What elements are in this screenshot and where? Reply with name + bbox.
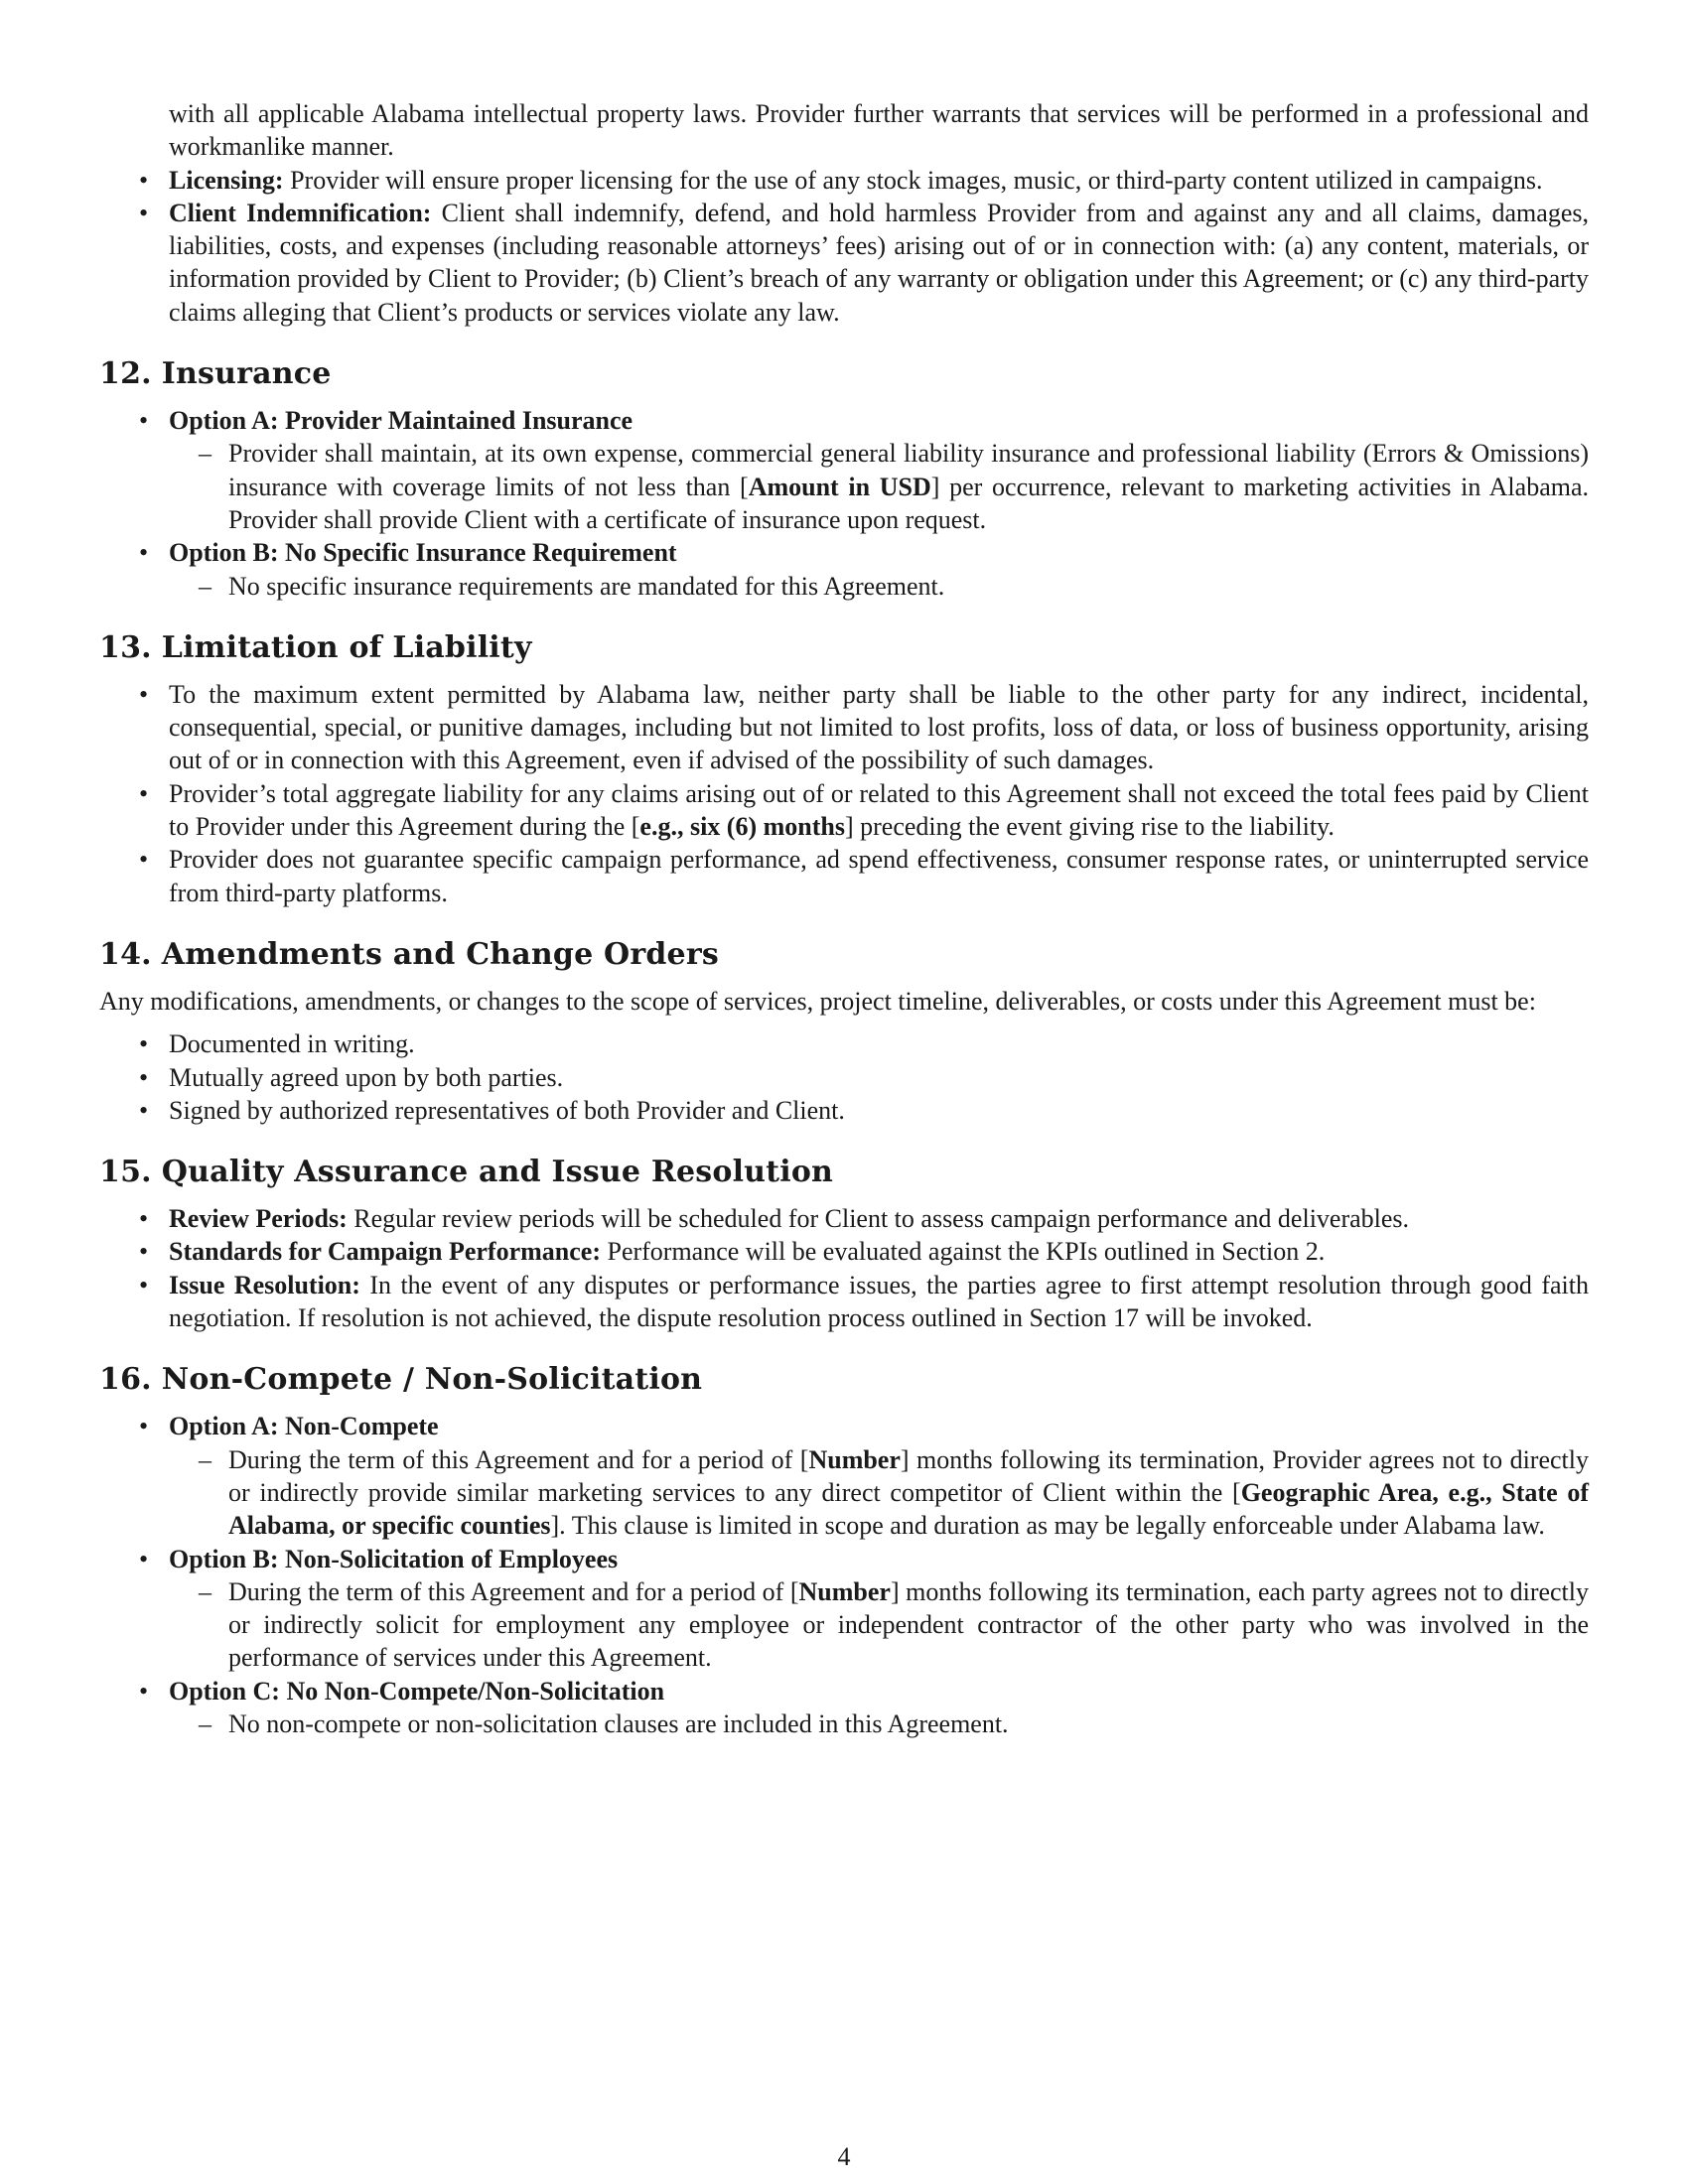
list-item-issue-resolution xyxy=(99,1269,1589,1335)
section-15-list xyxy=(99,1202,1589,1334)
item-label: Standards for Campaign Performance: xyxy=(169,1237,601,1267)
list-item-review-periods xyxy=(99,1202,1589,1235)
placeholder-field: Number xyxy=(798,1576,891,1606)
section-number: 13. xyxy=(99,629,152,665)
section-16-heading xyxy=(99,1360,1589,1400)
sub-item: – No non-compete or non-solicitation clauses are included in this Agreement. xyxy=(169,1707,1589,1740)
list-item xyxy=(99,777,1589,844)
section-12-heading xyxy=(99,354,1589,394)
list-item-option-c xyxy=(99,1675,1589,1741)
section-15-heading xyxy=(99,1153,1589,1192)
list-item-option-b xyxy=(99,1543,1589,1675)
item-label: Issue Resolution: xyxy=(169,1270,360,1299)
item-label: Review Periods: xyxy=(169,1204,348,1234)
text-run: ] months following its termination, Provider agrees not to directly or indirectly provide similar marketing services to any direct competitor of Client within the [ xyxy=(228,1444,1589,1507)
section-number: 15. xyxy=(99,1155,152,1190)
sub-item: – No specific insurance requirements are mandated for this Agreement. xyxy=(169,570,1589,603)
section-title: Non-Compete / Non-Solicitation xyxy=(161,1362,703,1398)
list-item-licensing xyxy=(99,164,1589,197)
list-item-standards xyxy=(99,1235,1589,1268)
page-number: 4 xyxy=(837,2142,851,2171)
list-item-option-b xyxy=(99,536,1589,603)
section-14-heading xyxy=(99,935,1589,975)
section-number: 12. xyxy=(99,356,152,392)
sub-list xyxy=(169,1707,1589,1740)
section-number: 16. xyxy=(99,1362,152,1398)
option-label: Option C: No Non-Compete/Non-Solicitation xyxy=(169,1676,665,1706)
sub-list xyxy=(169,570,1589,603)
text-run: ]. This clause is limited in scope and duration as may be legally enforceable under Alabama law. xyxy=(550,1511,1545,1541)
list-item: • Mutually agreed upon by both parties. xyxy=(99,1061,1589,1094)
item-label: Licensing: xyxy=(169,165,284,195)
option-label: Option B: No Specific Insurance Requirement xyxy=(169,538,677,568)
list-item-option-a xyxy=(99,404,1589,536)
text-run: During the term of this Agreement and for a period of [ xyxy=(228,1576,799,1606)
option-label: Option A: Non-Compete xyxy=(169,1412,439,1441)
sub-list xyxy=(169,437,1589,536)
sub-list xyxy=(169,1443,1589,1543)
section-14-intro: Any modifications, amendments, or changes to the scope of services, project timeline, deliverables, or costs under this Agreement must be: xyxy=(99,986,1536,1016)
prev-section-list xyxy=(99,164,1589,329)
list-item-client-indemnification xyxy=(99,197,1589,329)
item-text: In the event of any disputes or performance issues, the parties agree to first attempt resolution through good faith negotiation. If resolution is not achieved, the dispute resolution process outlined in Section 17 will be invoked. xyxy=(169,1270,1589,1333)
text-run: Provider’s total aggregate liability for any claims arising out of or related to this Agreement shall not exceed the total fees paid by Client to Provider under this Agreement during the [ xyxy=(169,778,1589,842)
list-item: • Provider does not guarantee specific campaign performance, ad spend effectiveness, consumer response rates, or uninterrupted service from third-party platforms. xyxy=(99,843,1589,909)
item-text: Client shall indemnify, defend, and hold harmless Provider from and against any and all claims, damages, liabilities, costs, and expenses (including reasonable attorneys’ fees) arising out of or in connection with: (a) any content, materials, or information provided by Client to Provider; (b) Client’s breach of any warranty or obligation under this Agreement; or (c) any third-party claims alleging that Client’s products or services violate any law. xyxy=(169,198,1589,327)
list-item: • Signed by authorized representatives of both Provider and Client. xyxy=(99,1094,1589,1127)
sub-list xyxy=(169,1575,1589,1675)
placeholder-field: Amount in USD xyxy=(748,472,931,501)
sub-item xyxy=(169,1443,1589,1543)
section-number: 14. xyxy=(99,936,152,972)
section-title: Limitation of Liability xyxy=(161,629,532,665)
placeholder-field: Number xyxy=(808,1444,901,1474)
list-item-option-a xyxy=(99,1410,1589,1542)
section-16-list xyxy=(99,1410,1589,1740)
option-label: Option B: Non-Solicitation of Employees xyxy=(169,1544,619,1573)
section-14-list xyxy=(99,1027,1589,1127)
section-12-list xyxy=(99,404,1589,603)
section-title: Insurance xyxy=(161,356,332,392)
text-run: ] preceding the event giving rise to the liability. xyxy=(844,812,1335,842)
section-13-heading xyxy=(99,628,1589,668)
text-run: ] per occurrence, relevant to marketing activities in Alabama. Provider shall provide Client with a certificate of insurance upon request. xyxy=(228,472,1590,534)
text-run: Provider shall maintain, at its own expense, commercial general liability insurance and professional liability (Errors & Omissions) insurance with coverage limits of not less than [ xyxy=(228,439,1589,501)
warranty-continuation: with all applicable Alabama intellectual property laws. Provider further warrants that services will be performed in a professional and workmanlike manner. xyxy=(169,99,1589,162)
option-label: Option A: Provider Maintained Insurance xyxy=(169,406,633,436)
section-title: Quality Assurance and Issue Resolution xyxy=(161,1155,834,1190)
list-item: • Documented in writing. xyxy=(99,1027,1589,1060)
text-run: During the term of this Agreement and for a period of [ xyxy=(228,1444,809,1474)
sub-item xyxy=(169,437,1589,536)
list-item: • To the maximum extent permitted by Alabama law, neither party shall be liable to the other party for any indirect, incidental, consequential, special, or punitive damages, including but not limited to lost profits, loss of data, or loss of business opportunity, arising out of or in connection with this Agreement, even if advised of the possibility of such damages. xyxy=(99,678,1589,777)
section-title: Amendments and Change Orders xyxy=(161,936,719,972)
placeholder-field: e.g., six (6) months xyxy=(639,812,845,842)
sub-item xyxy=(169,1575,1589,1675)
item-text: Regular review periods will be scheduled for Client to assess campaign performance and deliverables. xyxy=(347,1204,1410,1234)
text-run: ] months following its termination, each party agrees not to directly or indirectly solicit for employment any employee or independent contractor of the other party who was involved in the performance of services under this Agreement. xyxy=(228,1576,1589,1673)
item-label: Client Indemnification: xyxy=(169,198,432,227)
placeholder-field: Geographic Area, e.g., State of Alabama, or specific counties xyxy=(228,1477,1589,1541)
item-text: Performance will be evaluated against the KPIs outlined in Section 2. xyxy=(600,1237,1326,1267)
section-13-list xyxy=(99,678,1589,909)
item-text: Provider will ensure proper licensing for the use of any stock images, music, or third-party content utilized in campaigns. xyxy=(283,165,1543,195)
document-page xyxy=(99,97,1589,1740)
